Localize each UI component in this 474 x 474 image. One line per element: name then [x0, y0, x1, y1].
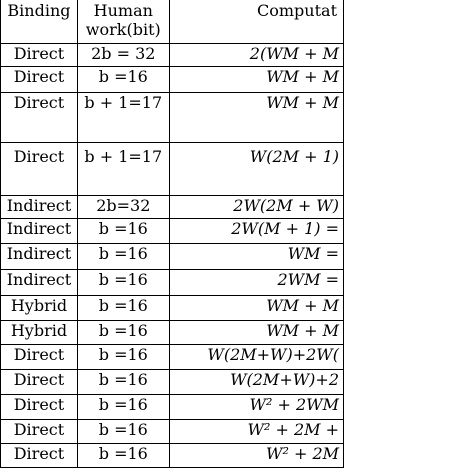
binding-cell: Indirect	[0, 270, 77, 296]
human-work-cell: b =16	[77, 270, 169, 296]
binding-cell: Direct	[0, 370, 77, 395]
human-work-cell: b + 1=17	[77, 143, 169, 196]
header-human-line1: Human	[93, 1, 153, 20]
human-work-cell: b =16	[77, 395, 169, 420]
table-row	[0, 345, 344, 370]
header-human-line2: work(bit)	[85, 20, 161, 39]
table-row	[0, 196, 344, 219]
computation-cell: W(2M+W)+2	[169, 370, 343, 395]
binding-cell: Direct	[0, 44, 77, 67]
binding-cell: Indirect	[0, 244, 77, 270]
computation-cell: WM + M	[169, 296, 343, 321]
human-work-cell: b =16	[77, 296, 169, 321]
human-work-cell: b =16	[77, 370, 169, 395]
computation-cell: WM + M	[169, 321, 343, 345]
header-row	[0, 0, 344, 44]
binding-cell: Hybrid	[0, 296, 77, 321]
table-row	[0, 370, 344, 395]
computation-cell: 2W(2M + W)	[169, 196, 343, 219]
computation-cell: WM + M	[169, 93, 343, 143]
human-work-cell: b =16	[77, 420, 169, 444]
table-row	[0, 444, 344, 468]
computation-cell: 2WM =	[169, 270, 343, 296]
computation-cell: W(2M+W)+2W(	[169, 345, 343, 370]
table-row	[0, 67, 344, 93]
computation-cell: 2(WM + M	[169, 44, 343, 67]
human-work-cell: b + 1=17	[77, 93, 169, 143]
human-work-cell: 2b=32	[77, 196, 169, 219]
computation-cell: WM =	[169, 244, 343, 270]
human-work-cell: b =16	[77, 444, 169, 468]
table-row	[0, 296, 344, 321]
header-computation: Computat	[169, 0, 343, 44]
computation-cell: WM + M	[169, 67, 343, 93]
human-work-cell: b =16	[77, 67, 169, 93]
computation-cell: 2W(M + 1) =	[169, 219, 343, 244]
table-row	[0, 44, 344, 67]
binding-cell: Direct	[0, 395, 77, 420]
header-binding: Binding	[0, 0, 77, 44]
human-work-cell: b =16	[77, 244, 169, 270]
computation-cell: W(2M + 1)	[169, 143, 343, 196]
table-row	[0, 93, 344, 143]
computation-cell: W² + 2M +	[169, 420, 343, 444]
binding-cell: Direct	[0, 67, 77, 93]
header-human-work	[77, 0, 169, 44]
binding-cell: Direct	[0, 143, 77, 196]
table-row	[0, 395, 344, 420]
table-row	[0, 143, 344, 196]
human-work-cell: b =16	[77, 321, 169, 345]
human-work-cell: b =16	[77, 219, 169, 244]
binding-cell: Direct	[0, 93, 77, 143]
human-work-cell: b =16	[77, 345, 169, 370]
table-row	[0, 420, 344, 444]
table-row	[0, 270, 344, 296]
binding-cell: Direct	[0, 345, 77, 370]
computation-cell: W² + 2M	[169, 444, 343, 468]
binding-cell: Direct	[0, 444, 77, 468]
human-work-cell: 2b = 32	[77, 44, 169, 67]
binding-cell: Indirect	[0, 219, 77, 244]
computation-cell: W² + 2WM	[169, 395, 343, 420]
binding-cell: Indirect	[0, 196, 77, 219]
table-row	[0, 244, 344, 270]
table-row	[0, 219, 344, 244]
binding-cell: Direct	[0, 420, 77, 444]
binding-cell: Hybrid	[0, 321, 77, 345]
table-row	[0, 321, 344, 345]
